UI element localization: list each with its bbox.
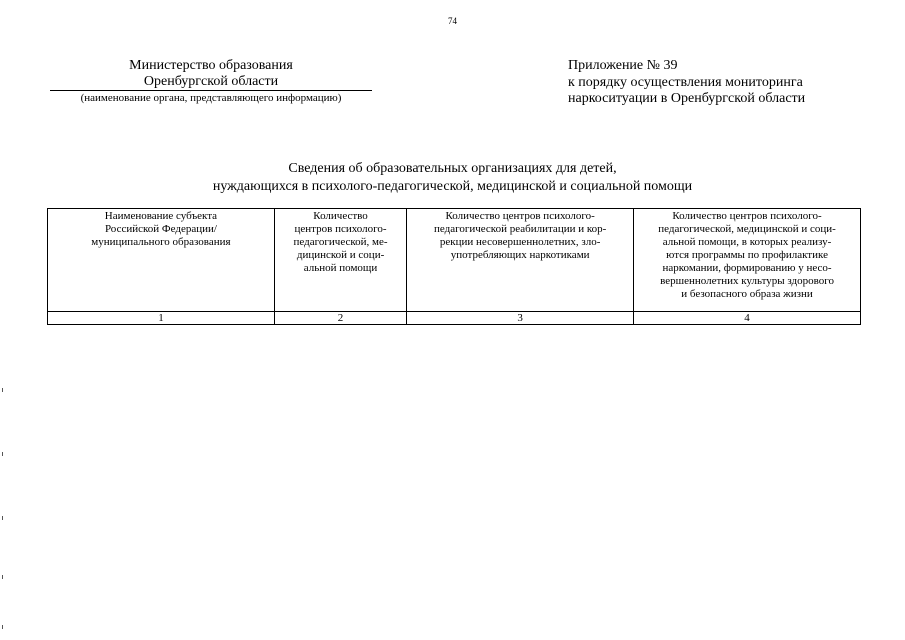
header-text-line: педагогической реабилитации и кор- <box>434 223 607 235</box>
header-text-line: наркомании, формированию у несо- <box>662 262 832 274</box>
header-text-line: Количество центров психолого- <box>445 210 595 222</box>
header-text-line: дицинской и соци- <box>296 249 385 261</box>
organization-caption: (наименование органа, представляющего информацию) <box>80 92 342 104</box>
page-number: 74 <box>448 16 457 26</box>
header-text-line: педагогической, медицинской и соци- <box>658 223 836 235</box>
header-cell-centers-count <box>274 209 406 312</box>
appendix-number: Приложение № 39 <box>568 58 678 73</box>
document-title-line2: нуждающихся в психолого-педагогической, медицинской и социальной помощи <box>212 179 693 194</box>
header-text-line: центров психолого- <box>294 223 387 235</box>
scan-margin-mark <box>2 575 3 579</box>
header-cell-prevention-programs <box>634 209 861 312</box>
scan-margin-mark <box>2 516 3 520</box>
scan-margin-mark <box>2 625 3 629</box>
table-header-row <box>48 209 861 312</box>
appendix-block <box>568 58 888 108</box>
scan-margin-mark <box>2 388 3 392</box>
header-text-line: и безопасного образа жизни <box>681 288 813 300</box>
column-number-cell: 4 <box>634 312 861 325</box>
header-text-line: Российской Федерации/ <box>104 223 217 235</box>
header-text-line: альной помощи <box>303 262 378 274</box>
header-text-line: Наименование субъекта <box>104 210 218 222</box>
organization-block <box>50 58 372 105</box>
column-number-row <box>48 312 861 325</box>
organization-name-line1: Министерство образования <box>129 58 293 73</box>
header-text-line: альной помощи, в которых реализу- <box>662 236 832 248</box>
column-number-cell: 1 <box>48 312 275 325</box>
header-text-line: муниципального образования <box>91 236 231 248</box>
header-cell-rehab-centers <box>407 209 634 312</box>
header-text-line: вершеннолетних культуры здорового <box>660 275 834 287</box>
report-table <box>47 208 861 325</box>
document-title <box>0 160 905 196</box>
header-text-line: педагогической, ме- <box>293 236 388 248</box>
appendix-line2: к порядку осуществления мониторинга <box>568 74 803 90</box>
appendix-line3: наркоситуации в Оренбургской области <box>568 91 806 106</box>
column-number-cell: 2 <box>274 312 406 325</box>
header-text-line: рекции несовершеннолетних, зло- <box>439 236 601 248</box>
document-title-line1: Сведения об образовательных организациях для детей, <box>288 161 617 176</box>
organization-name-line2: Оренбургской области <box>50 74 372 91</box>
header-text-line: Количество центров психолого- <box>672 210 822 222</box>
header-cell-region <box>48 209 275 312</box>
header-text-line: ются программы по профилактике <box>666 249 828 261</box>
scan-margin-mark <box>2 452 3 456</box>
column-number-cell: 3 <box>407 312 634 325</box>
header-text-line: Количество <box>313 210 368 222</box>
header-text-line: употребляющих наркотиками <box>450 249 590 261</box>
